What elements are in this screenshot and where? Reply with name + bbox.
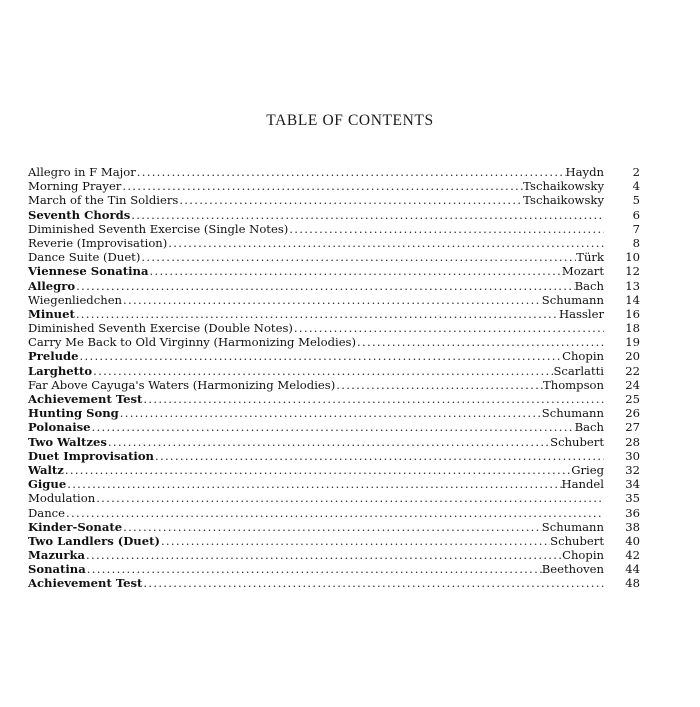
entry-composer: Schumann: [541, 519, 604, 534]
entry-title: Dance Suite (Duet): [28, 250, 141, 265]
toc-entry: [28, 321, 640, 335]
dot-leader: [92, 420, 575, 434]
toc-entry: [28, 534, 640, 548]
entry-page-number: 10: [625, 250, 640, 265]
dot-leader: [179, 193, 523, 207]
dot-leader: [294, 321, 604, 335]
dot-leader: [108, 435, 550, 449]
entry-composer: Schubert: [550, 533, 604, 548]
entry-page-number: 22: [625, 363, 640, 378]
entry-composer: Schumann: [541, 292, 604, 307]
entry-title: Allegro in F Major: [28, 165, 136, 179]
toc-entry: [28, 463, 640, 477]
entry-page-number: 18: [625, 321, 640, 336]
dot-leader: [122, 179, 523, 193]
toc-entry: [28, 477, 640, 491]
entry-title: Two Landlers (Duet): [28, 533, 160, 548]
entry-title: Modulation: [28, 491, 96, 506]
entry-page-number: 35: [625, 491, 640, 506]
dot-leader: [76, 307, 559, 321]
toc-entry: [28, 378, 640, 392]
entry-title: Gigue: [28, 477, 67, 492]
entry-composer: Mozart: [561, 264, 604, 279]
toc-entry: [28, 420, 640, 434]
entry-page-number: 44: [625, 562, 640, 577]
entry-page-number: 30: [625, 448, 640, 463]
entry-title: Hunting Song: [28, 406, 119, 421]
toc-entry: [28, 222, 640, 236]
entry-page-number: 34: [625, 477, 640, 492]
dot-leader: [86, 548, 562, 562]
entry-title: Mazurka: [28, 548, 86, 563]
toc-entry: [28, 279, 640, 293]
dot-leader: [123, 293, 542, 307]
entry-composer: Schubert: [550, 434, 604, 449]
entry-page-number: 48: [625, 576, 640, 591]
entry-composer: Bach: [574, 278, 604, 293]
toc-entry: [28, 335, 640, 349]
entry-page-number: 25: [625, 392, 640, 406]
toc-entry: [28, 576, 640, 590]
entry-page-number: 28: [625, 434, 640, 449]
toc-entry: [28, 250, 640, 264]
toc-entry: [28, 364, 640, 378]
entry-page-number: 27: [625, 420, 640, 435]
entry-composer: Handel: [561, 477, 604, 492]
entry-composer: Tschaikowsky: [523, 193, 604, 208]
entry-title: Seventh Chords: [28, 207, 131, 222]
dot-leader: [76, 279, 574, 293]
entry-page-number: 2: [632, 165, 640, 179]
toc-entry: [28, 349, 640, 363]
dot-leader: [141, 250, 576, 264]
entry-page-number: 24: [625, 377, 640, 392]
entry-title: Achievement Test: [28, 576, 143, 591]
toc-entry: [28, 165, 640, 179]
entry-title: Kinder-Sonate: [28, 519, 123, 534]
entry-title: Morning Prayer: [28, 179, 122, 194]
entry-title: Wiegenliedchen: [28, 292, 123, 307]
dot-leader: [123, 520, 542, 534]
entry-title: Waltz: [28, 462, 64, 477]
entry-composer: Scarlatti: [553, 363, 604, 378]
entry-title: Viennese Sonatina: [28, 264, 149, 279]
entry-composer: Thompson: [543, 377, 604, 392]
entry-page-number: 6: [632, 207, 640, 222]
dot-leader: [336, 378, 543, 392]
toc-entry: [28, 491, 640, 505]
dot-leader: [96, 491, 604, 505]
toc-entry: [28, 236, 640, 250]
dot-leader: [143, 392, 604, 406]
entry-composer: Chopin: [562, 548, 604, 563]
toc-entry: [28, 293, 640, 307]
entry-page-number: 19: [625, 335, 640, 350]
toc-entry: [28, 208, 640, 222]
toc-entry: [28, 449, 640, 463]
dot-leader: [137, 165, 566, 179]
entry-title: Achievement Test: [28, 392, 143, 406]
entry-composer: Chopin: [562, 349, 604, 364]
entry-page-number: 36: [625, 505, 640, 520]
entry-title: Diminished Seventh Exercise (Single Notes): [28, 221, 289, 236]
toc-entry: [28, 179, 640, 193]
toc-entry: [28, 562, 640, 576]
entry-page-number: 7: [632, 221, 640, 236]
entry-title: Sonatina: [28, 562, 86, 577]
dot-leader: [161, 534, 550, 548]
dot-leader: [289, 222, 604, 236]
entry-page-number: 14: [625, 292, 640, 307]
entry-page-number: 20: [625, 349, 640, 364]
toc-entry: [28, 506, 640, 520]
entry-page-number: 32: [625, 462, 640, 477]
entry-title: Reverie (Improvisation): [28, 235, 168, 250]
entry-page-number: 13: [625, 278, 640, 293]
entry-page-number: 40: [625, 533, 640, 548]
entry-page-number: 16: [625, 306, 640, 321]
entry-title: Allegro: [28, 278, 76, 293]
entry-page-number: 5: [632, 193, 640, 208]
entry-title: Far Above Cayuga's Waters (Harmonizing Melodies): [28, 377, 336, 392]
entry-composer: Beethoven: [541, 562, 604, 577]
toc-entry: [28, 435, 640, 449]
entry-title: Prelude: [28, 349, 79, 364]
entry-composer: Hassler: [558, 306, 604, 321]
dot-leader: [65, 463, 571, 477]
entry-title: Dance: [28, 505, 66, 520]
dot-leader: [357, 335, 604, 349]
entry-page-number: 38: [625, 519, 640, 534]
entry-title: Carry Me Back to Old Virginny (Harmonizing Melodies): [28, 335, 357, 350]
entry-title: Duet Improvisation: [28, 448, 154, 463]
dot-leader: [150, 264, 562, 278]
entry-title: Polonaise: [28, 420, 91, 435]
entry-title: Larghetto: [28, 363, 93, 378]
dot-leader: [168, 236, 604, 250]
entry-page-number: 12: [625, 264, 640, 279]
toc-entry: [28, 392, 640, 406]
entry-composer: Bach: [574, 420, 604, 435]
entry-title: Minuet: [28, 306, 75, 321]
table-of-contents: [28, 165, 640, 591]
entry-page-number: 4: [632, 179, 640, 194]
toc-entry: [28, 307, 640, 321]
toc-entry: [28, 548, 640, 562]
dot-leader: [143, 576, 604, 590]
toc-entry: [28, 520, 640, 534]
entry-title: Diminished Seventh Exercise (Double Notes): [28, 321, 293, 336]
entry-composer: Schumann: [541, 406, 604, 421]
dot-leader: [87, 562, 542, 576]
dot-leader: [131, 208, 604, 222]
entry-composer: Haydn: [565, 165, 604, 179]
toc-entry: [28, 406, 640, 420]
entry-composer: Tschaikowsky: [523, 179, 604, 194]
entry-page-number: 26: [625, 406, 640, 421]
toc-entry: [28, 193, 640, 207]
entry-title: March of the Tin Soldiers: [28, 193, 179, 208]
entry-page-number: 8: [632, 235, 640, 250]
dot-leader: [66, 506, 604, 520]
dot-leader: [80, 349, 563, 363]
entry-composer: Grieg: [571, 462, 604, 477]
entry-page-number: 42: [625, 548, 640, 563]
page-title: TABLE OF CONTENTS: [266, 112, 434, 129]
entry-composer: Türk: [576, 250, 604, 265]
dot-leader: [67, 477, 561, 491]
dot-leader: [120, 406, 542, 420]
dot-leader: [155, 449, 604, 463]
dot-leader: [93, 364, 553, 378]
entry-title: Two Waltzes: [28, 434, 107, 449]
toc-entry: [28, 264, 640, 278]
